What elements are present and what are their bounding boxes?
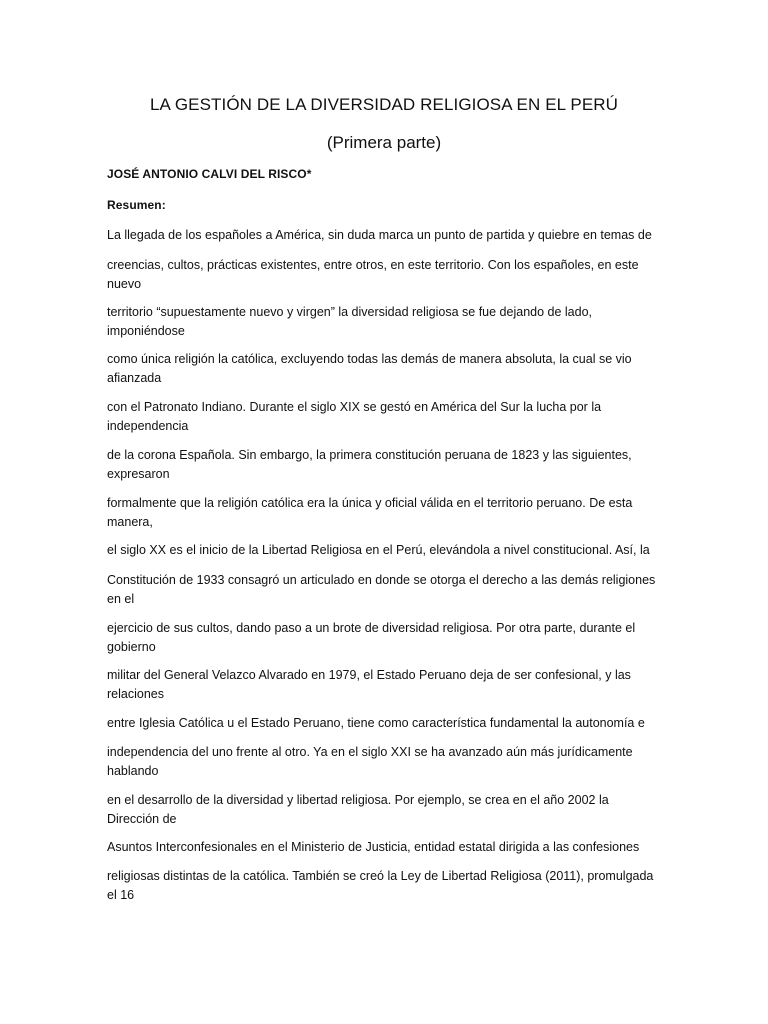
paragraph-line: formalmente que la religión católica era la única y oficial válida en el territorio peruano. De esta bbox=[107, 496, 633, 510]
paragraph-line: creencias, cultos, prácticas existentes, entre otros, en este territorio. Con los españoles, en este bbox=[107, 258, 639, 272]
paragraph-line: militar del General Velazco Alvarado en 1979, el Estado Peruano deja de ser confesional, y las bbox=[107, 668, 631, 682]
paragraph bbox=[107, 256, 667, 294]
paragraph-line: el siglo XX es el inicio de la Libertad Religiosa en el Perú, elevándola a nivel constitucional. Así, la bbox=[107, 543, 650, 557]
paragraph-line: Constitución de 1933 consagró un articulado en donde se otorga el derecho a las demás religiones bbox=[107, 573, 656, 587]
paragraph-line: ejercicio de sus cultos, dando paso a un brote de diversidad religiosa. Por otra parte, durante el bbox=[107, 621, 636, 635]
paragraph-line: con el Patronato Indiano. Durante el siglo XIX se gestó en América del Sur la lucha por la bbox=[107, 400, 602, 414]
document-subtitle: (Primera parte) bbox=[326, 133, 442, 152]
paragraph-line: de la corona Española. Sin embargo, la primera constitución peruana de 1823 y las siguientes, bbox=[107, 448, 632, 462]
paragraph-line: Dirección de bbox=[107, 812, 177, 826]
paragraph-line: en el desarrollo de la diversidad y libertad religiosa. Por ejemplo, se crea en el año 2002 la bbox=[107, 793, 609, 807]
paragraph-line: territorio “supuestamente nuevo y virgen” la diversidad religiosa se fue dejando de lado, bbox=[107, 305, 593, 319]
document-title: LA GESTIÓN DE LA DIVERSIDAD RELIGIOSA EN EL PERÚ bbox=[149, 95, 619, 114]
paragraph bbox=[107, 446, 667, 484]
paragraph-line: religiosas distintas de la católica. También se creó la Ley de Libertad Religiosa (2011), promulgada bbox=[107, 869, 654, 883]
paragraph bbox=[107, 867, 667, 905]
paragraph-line: entre Iglesia Católica u el Estado Peruano, tiene como característica fundamental la autonomía e bbox=[107, 716, 645, 730]
paragraph-line: hablando bbox=[107, 764, 159, 778]
paragraph bbox=[107, 791, 667, 829]
paragraph-line: afianzada bbox=[107, 371, 162, 385]
paragraph-line: como única religión la católica, excluyendo todas las demás de manera absoluta, la cual se vio bbox=[107, 352, 632, 366]
paragraph bbox=[107, 838, 667, 857]
paragraph bbox=[107, 494, 667, 532]
paragraph bbox=[107, 350, 667, 388]
paragraph bbox=[107, 571, 667, 609]
paragraph-line: imponiéndose bbox=[107, 324, 185, 338]
paragraph bbox=[107, 714, 667, 733]
paragraph-line: nuevo bbox=[107, 277, 142, 291]
paragraph-line: La llegada de los españoles a América, sin duda marca un punto de partida y quiebre en temas de bbox=[107, 228, 652, 242]
paragraph-line: el 16 bbox=[107, 888, 135, 902]
paragraph bbox=[107, 666, 667, 704]
paragraph bbox=[107, 226, 667, 245]
paragraph bbox=[107, 303, 667, 341]
paragraph bbox=[107, 541, 667, 560]
paragraph bbox=[107, 619, 667, 657]
paragraph bbox=[107, 743, 667, 781]
paragraph-line: manera, bbox=[107, 515, 153, 529]
paragraph-line: gobierno bbox=[107, 640, 156, 654]
paragraph-line: en el bbox=[107, 592, 135, 606]
paragraph-line: Asuntos Interconfesionales en el Ministerio de Justicia, entidad estatal dirigida a las confesiones bbox=[107, 840, 640, 854]
paragraph-line: expresaron bbox=[107, 467, 170, 481]
paragraph-line: independencia bbox=[107, 419, 189, 433]
abstract-label: Resumen: bbox=[107, 198, 166, 212]
author-name: JOSÉ ANTONIO CALVI DEL RISCO* bbox=[107, 167, 312, 181]
paragraph-line: independencia del uno frente al otro. Ya en el siglo XXI se ha avanzado aún más jurídicamente bbox=[107, 745, 633, 759]
paragraph bbox=[107, 398, 667, 436]
paragraph-line: relaciones bbox=[107, 687, 164, 701]
